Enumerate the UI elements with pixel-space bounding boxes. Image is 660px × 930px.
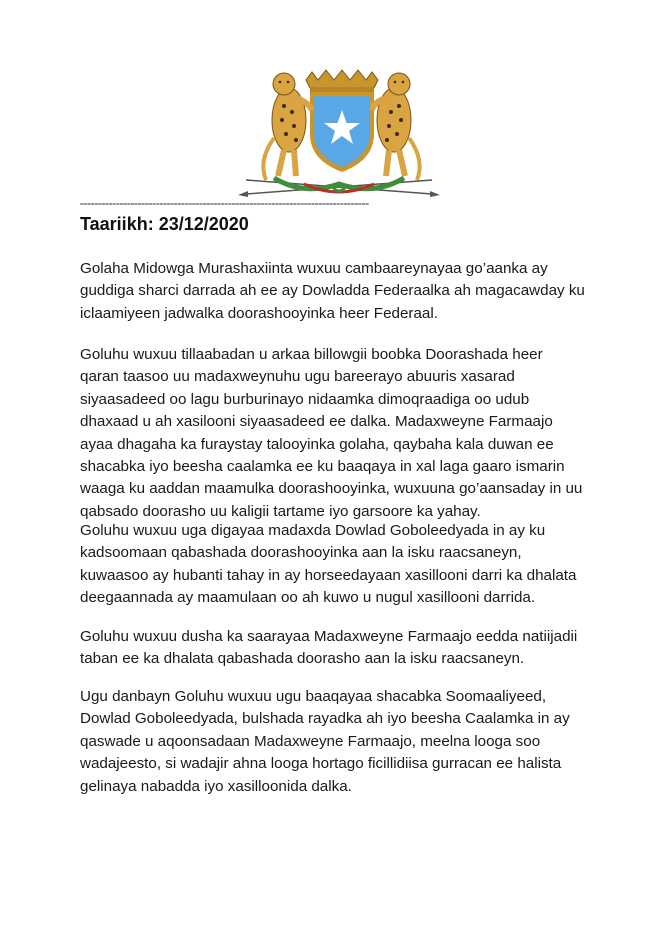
- paragraph: Golaha Midowga Murashaxiinta wuxuu cambaareynayaa go’aanka ay guddiga sharci darrada ah ee ay Dowladda Federaalka ah magacawday ku iclaamiyeen jadwalka doorashooyinka heer Federaal.: [80, 260, 585, 322]
- right-leopard-icon: [372, 73, 420, 180]
- separator-line: ================================================================================: [80, 201, 369, 208]
- paragraph: Ugu danbayn Goluhu wuxuu ugu baaqayaa shacabka Soomaaliyeed, Dowlad Goboleedyada, bulshada rayadka ah iyo beesha Caalamka in ay qaswade u aqoonsadaan Madaxweyne Farmaajo, meelna looga soo wadajeesto, si wadajir ahna looga hortago ficillidiisa gurracan ee halista gelinaya nabadda iyo xasilloonida dalka.: [80, 688, 570, 795]
- date-heading: Taariikh: 23/12/2020: [80, 214, 249, 234]
- coat-of-arms-emblem: [234, 68, 444, 203]
- paragraph: Goluhu wuxuu uga digayaa madaxda Dowlad Goboleedyada in ay ku kadsoomaan qabashada doorashooyinka aan la isku raacsaneyn, kuwaasoo ay hubanti tahay in ay horseedayaan xasillooni darri ka dhalata deegaannada ay maamulaan oo ah kuwo u nugul xasillooni darrida.: [80, 522, 577, 607]
- paragraph: Goluhu wuxuu dusha ka saarayaa Madaxweyne Farmaajo eedda natiijadii taban ee ka dhalata qabashada doorasho aan la isku raacsaneyn.: [80, 628, 578, 668]
- crown-icon: [306, 70, 378, 92]
- paragraph: Goluhu wuxuu tillaabadan u arkaa billowgii boobka Doorashada heer qaran taasoo uu madaxweynuhu ugu bareerayo abuuris xasarad siyaasadeed oo lagu burburinayo nidaamka dimoqraadiga oo udub dhaxaad u ah xasilooni siyaasadeed ee dalka. Madaxweyne Farmaajo ayaa dhagaha ka furaystay talooyinka golaha, qaybaha kala duwan ee shacabka iyo beesha caalamka ee ku baaqaya in xal laga gaaro ismarin waaga ku aaddan maamulka doorashooyinka, wuxuuna go’aansaday in uu qabsado doorasho uu kaligii tartame iyo garsoore ka yahay.: [80, 346, 583, 520]
- left-leopard-icon: [263, 73, 312, 180]
